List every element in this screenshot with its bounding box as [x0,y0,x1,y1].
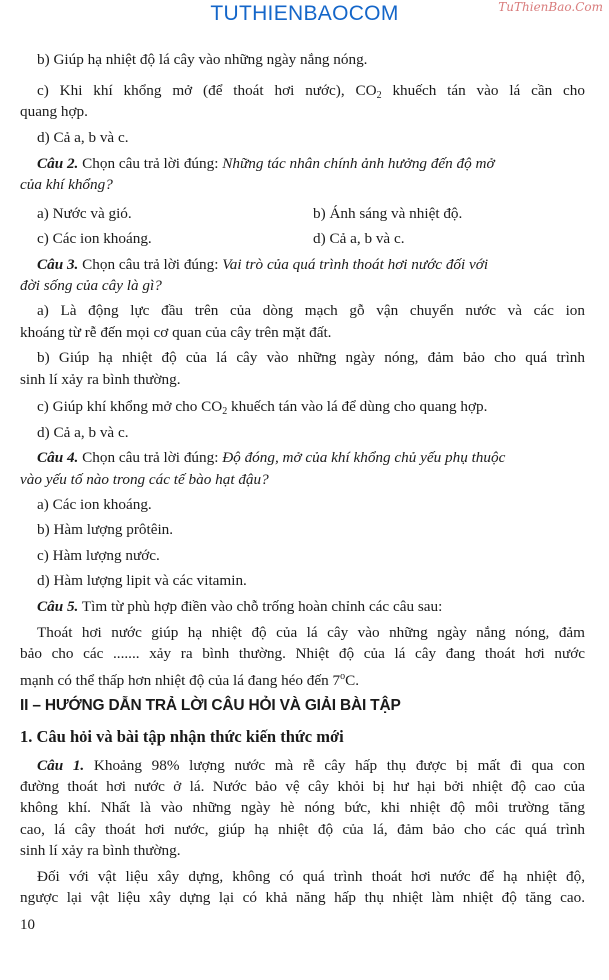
subsection-heading: 1. Câu hỏi và bài tập nhận thức kiến thức mới [20,727,344,746]
question-4-cont: vào yếu tố nào trong các tế bào hạt đậu? [20,471,269,488]
watermark-logo: TuThienBao.Com [498,0,603,14]
q2-option-a: a) Nước và gió. [37,205,132,222]
q4-option-a: a) Các ion khoáng. [37,496,152,513]
option-c-line1: c) Khi khí khổng mở (để thoát hơi nước), $CO_2$ khuếch tán vào lá cần cho [37,82,585,101]
question-3: Câu 3. Chọn câu trả lời đúng: Vai trò của quá trình thoát hơi nước đối với [37,256,489,273]
question-2-cont: của khí khổng? [20,176,113,193]
answer-1-line2: đường thoát hơi nước ở lá. Nước bảo vệ cây khỏi bị hư hại bởi nhiệt độ cao của [20,778,585,795]
question-4: Câu 4. Chọn câu trả lời đúng: Độ đóng, mở của khí khổng chủ yếu phụ thuộc [37,449,506,466]
q2-option-d: d) Cả a, b và c. [313,230,405,247]
q5-paragraph-line1: Thoát hơi nước giúp hạ nhiệt độ của lá cây vào những ngày nắng nóng, đảm [37,624,585,641]
option-b: b) Giúp hạ nhiệt độ lá cây vào những ngày nắng nóng. [37,51,368,68]
q4-option-c: c) Hàm lượng nước. [37,547,160,564]
answer-1-line5: sinh lí xảy ra bình thường. [20,842,181,859]
site-header: TUTHIENBAOCOM [210,2,399,25]
q3-option-d: d) Cả a, b và c. [37,424,129,441]
answer-1-line4: cao, lá cây thoát hơi nước, giúp hạ nhiệt độ của lá, đảm bảo cho các quá trình [20,821,585,838]
question-3-cont: đời sống của cây là gì? [20,277,162,294]
answer-2-line1: Đối với vật liệu xây dựng, không có quá trình thoát hơi nước để hạ nhiệt độ, [37,868,585,885]
answer-2-line2: ngược lại vật liệu xây dựng lại có khả năng hấp thụ nhiệt làm nhiệt độ tăng cao. [20,889,585,906]
q4-option-b: b) Hàm lượng prôtêin. [37,521,174,538]
q3-option-b-line2: sinh lí xảy ra bình thường. [20,371,181,388]
q3-option-a-line2: khoáng từ rễ đến mọi cơ quan của cây trên mặt đất. [20,324,332,341]
q5-paragraph-line3: mạnh có thể thấp hơn nhiệt độ của lá đang héo đến 7$^o$C. [20,671,360,689]
q5-paragraph-line2: bảo cho các ....... xảy ra bình thường. Nhiệt độ của lá cây đang thoát hơi nước [20,645,585,662]
q2-option-b: b) Ánh sáng và nhiệt độ. [313,205,463,222]
section-heading: II – HƯỚNG DẪN TRẢ LỜI CÂU HỎI VÀ GIẢI BÀI TẬP [20,697,401,714]
option-d: d) Cả a, b và c. [37,129,129,146]
answer-1-line3: không khí. Nhất là vào những ngày hè nóng bức, khi nhiệt độ môi trường tăng [20,799,585,816]
q3-option-b-line1: b) Giúp hạ nhiệt độ của lá cây vào những ngày nóng, đảm bảo cho quá trình [37,349,585,366]
question-5: Câu 5. Tìm từ phù hợp điền vào chỗ trống hoàn chỉnh các câu sau: [37,598,443,615]
q2-option-c: c) Các ion khoáng. [37,230,152,247]
page-number: 10 [20,917,35,933]
answer-1-line1: Câu 1. Khoảng 98% lượng nước mà rễ cây hấp thụ được bị mất đi qua con [37,757,586,774]
option-c-line2: quang hợp. [20,103,88,120]
q4-option-d: d) Hàm lượng lipit và các vitamin. [37,572,247,589]
q3-option-a-line1: a) Là động lực đầu trên của dòng mạch gỗ vận chuyển nước và các ion [37,302,585,319]
question-2: Câu 2. Chọn câu trả lời đúng: Những tác nhân chính ảnh hưởng đến độ mở [37,155,495,172]
q3-option-c: c) Giúp khí khổng mở cho $CO_2$ khuếch tán vào lá để dùng cho quang hợp. [37,398,488,417]
